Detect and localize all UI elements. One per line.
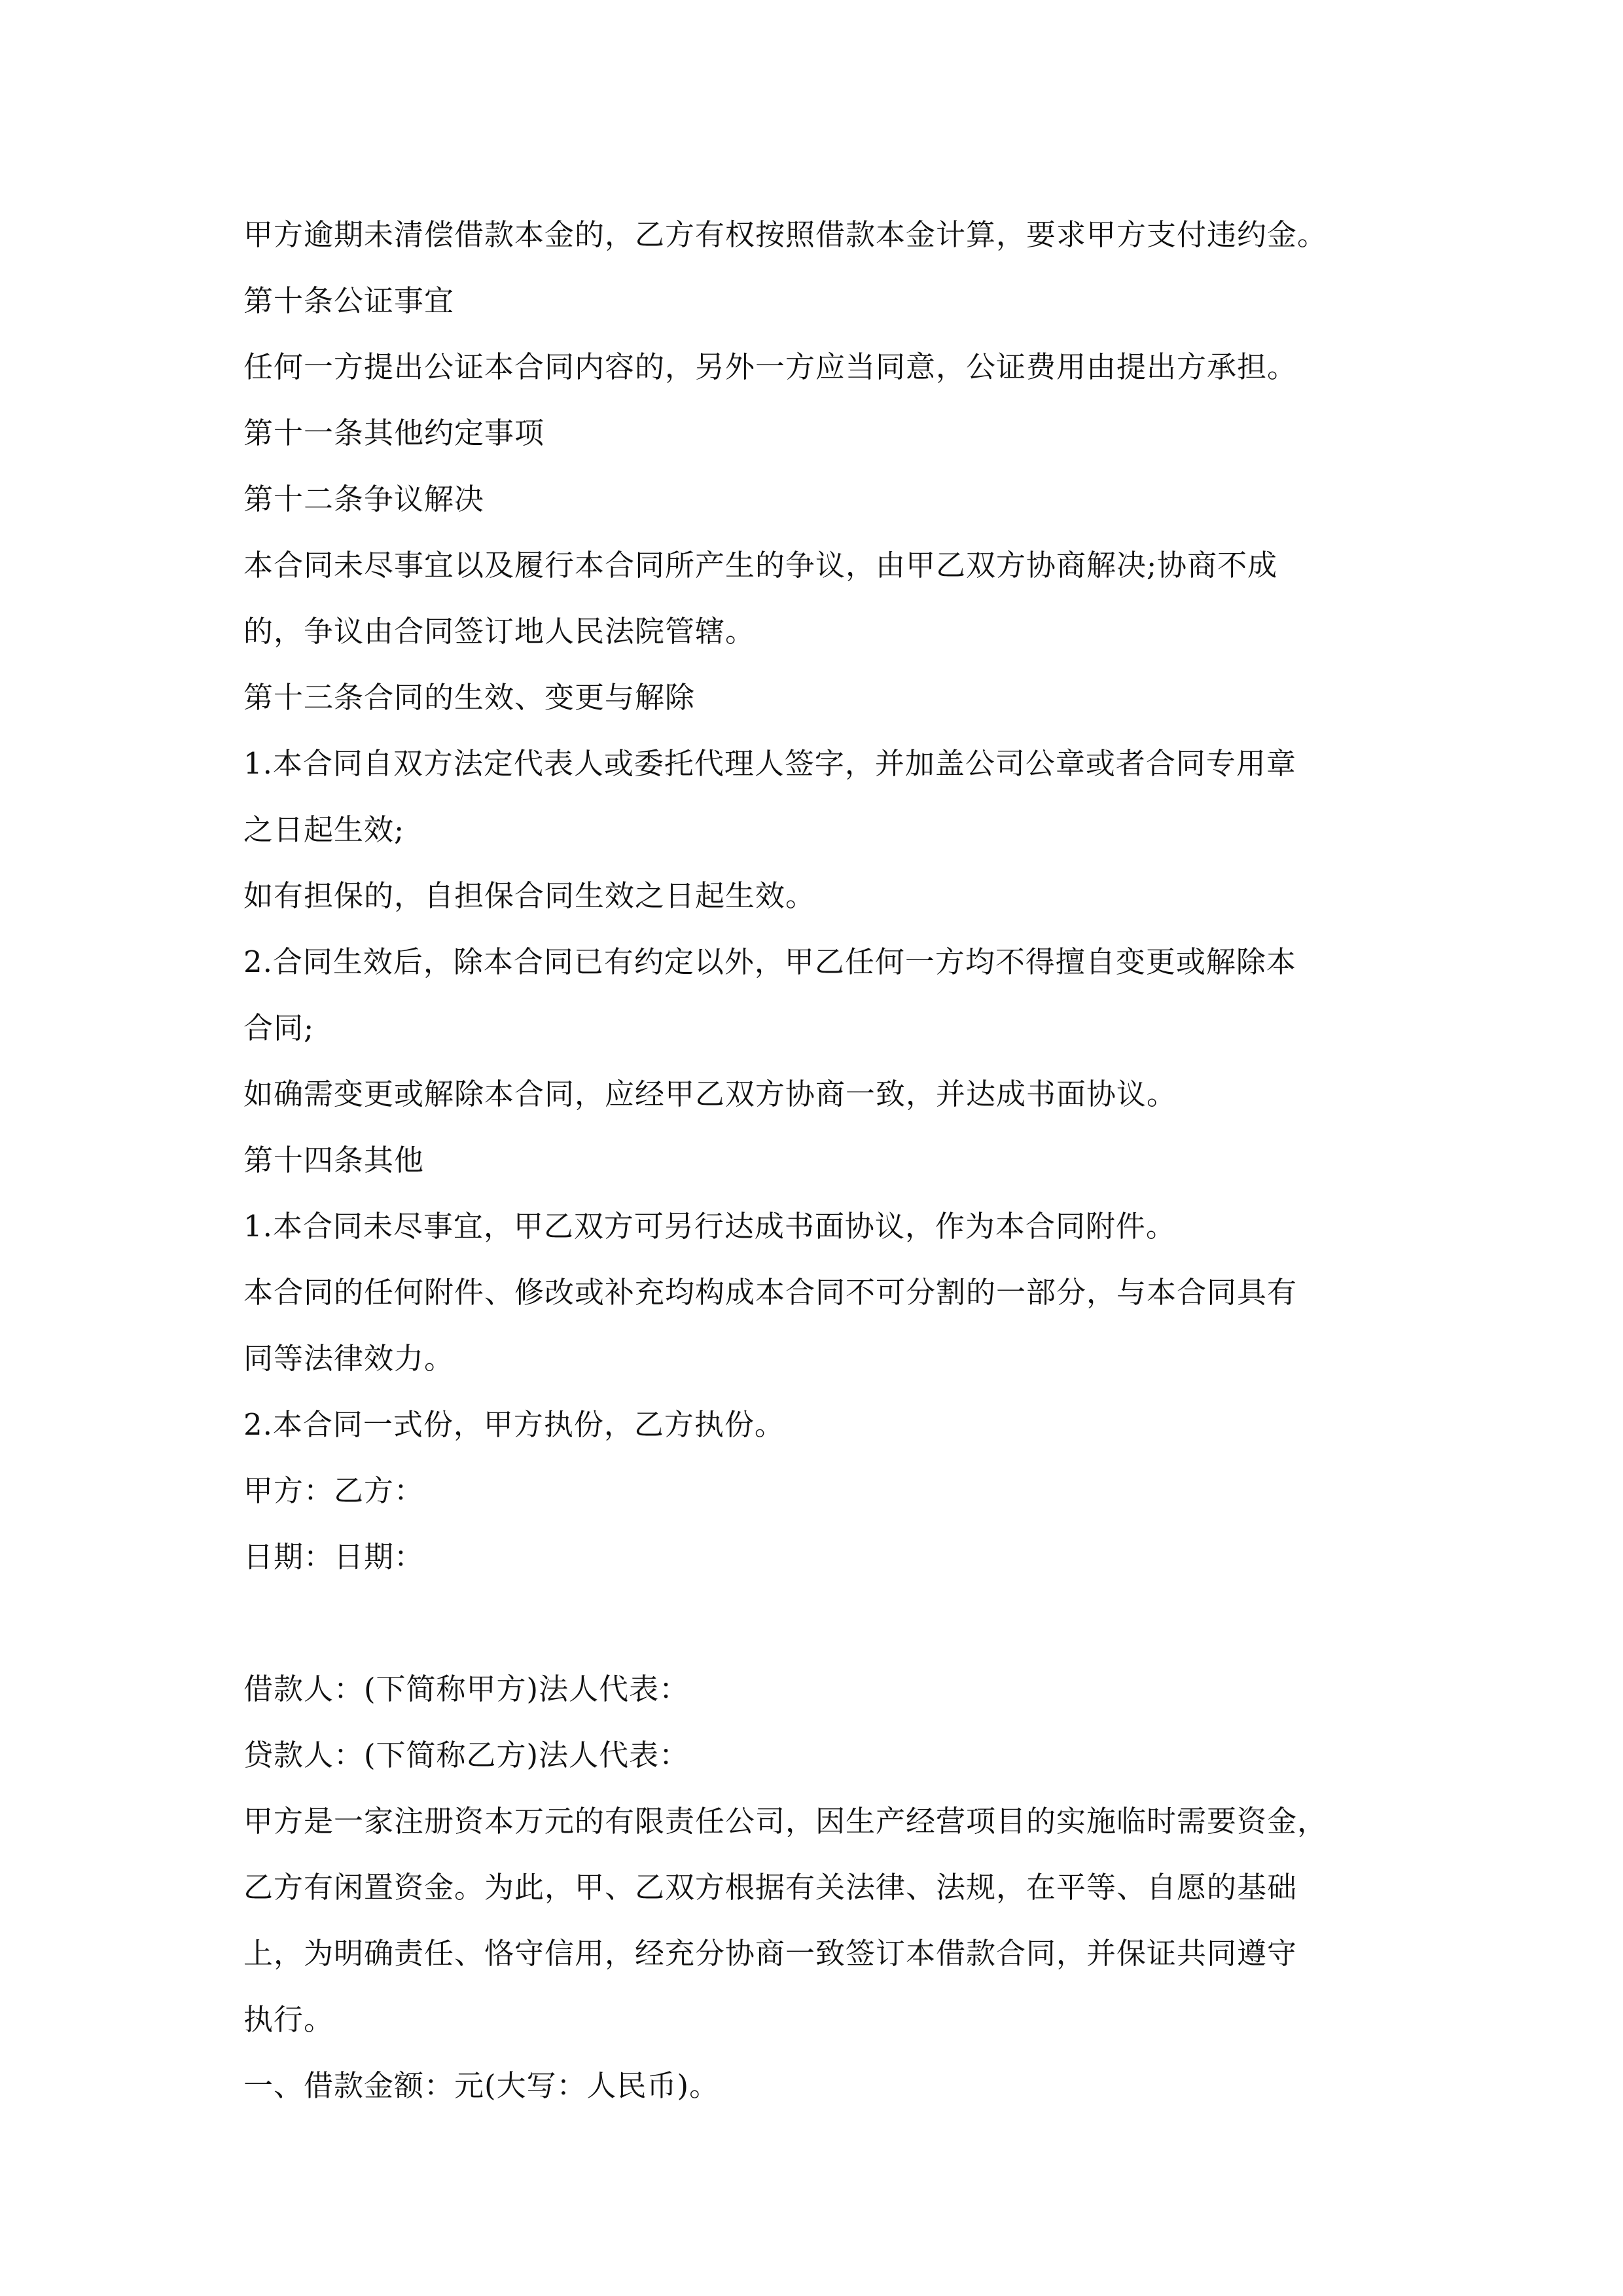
lender-line: 贷款人：(下简称乙方)法人代表： <box>243 1738 690 1772</box>
article-12-heading: 第十二条争议解决 <box>243 482 485 516</box>
preamble-line: 上，为明确责任、恪守信用，经充分协商一致签订本借款合同，并保证共同遵守 <box>243 1936 1298 1971</box>
article-13-item-line: 合同; <box>243 1011 315 1045</box>
preamble-line: 乙方有闲置资金。为此，甲、乙双方根据有关法律、法规，在平等、自愿的基础 <box>243 1870 1298 1905</box>
article-11-heading: 第十一条其他约定事项 <box>243 416 545 450</box>
article-12-text-line: 本合同未尽事宜以及履行本合同所产生的争议，由甲乙双方协商解决;协商不成 <box>243 548 1278 583</box>
document-body <box>243 202 1395 2119</box>
article-12-text-line: 的，争议由合同签订地人民法院管辖。 <box>243 614 756 649</box>
article-13-item-line: 之日起生效; <box>243 812 405 847</box>
article-13-heading: 第十三条合同的生效、变更与解除 <box>243 680 696 715</box>
article-13-item-line: 1.本合同自双方法定代表人或委托代理人签字，并加盖公司公章或者合同专用章 <box>243 746 1296 781</box>
article-14-item-line: 同等法律效力。 <box>243 1341 455 1376</box>
article-10-text: 任何一方提出公证本合同内容的，另外一方应当同意，公证费用由提出方承担。 <box>243 350 1298 384</box>
article-13-item-line: 2.合同生效后，除本合同已有约定以外，甲乙任何一方均不得擅自变更或解除本 <box>243 944 1296 979</box>
section-gap <box>243 1590 1395 1656</box>
article-13-item-line: 如确需变更或解除本合同，应经甲乙双方协商一致，并达成书面协议。 <box>243 1077 1177 1111</box>
borrower-line: 借款人：(下简称甲方)法人代表： <box>243 1672 690 1706</box>
article-10-heading: 第十条公证事宜 <box>243 283 455 318</box>
signature-dates: 日期：日期： <box>243 1539 425 1574</box>
article-14-heading: 第十四条其他 <box>243 1143 425 1177</box>
article-14-item-line: 1.本合同未尽事宜，甲乙双方可另行达成书面协议，作为本合同附件。 <box>243 1209 1176 1244</box>
article-14-item-line: 本合同的任何附件、修改或补充均构成本合同不可分割的一部分，与本合同具有 <box>243 1275 1298 1310</box>
article-13-item-line: 如有担保的，自担保合同生效之日起生效。 <box>243 878 816 913</box>
article-14-item-line: 2.本合同一式份，甲方执份，乙方执份。 <box>243 1407 785 1442</box>
penalty-clause: 甲方逾期未清偿借款本金的，乙方有权按照借款本金计算，要求甲方支付违约金。 <box>243 217 1328 252</box>
preamble-line: 甲方是一家注册资本万元的有限责任公司，因生产经营项目的实施临时需要资金， <box>243 1804 1328 1839</box>
preamble-line: 执行。 <box>243 2002 334 2037</box>
signature-parties: 甲方：乙方： <box>243 1473 425 1508</box>
loan-amount-line: 一、借款金额：元(大写：人民币)。 <box>243 2068 720 2103</box>
